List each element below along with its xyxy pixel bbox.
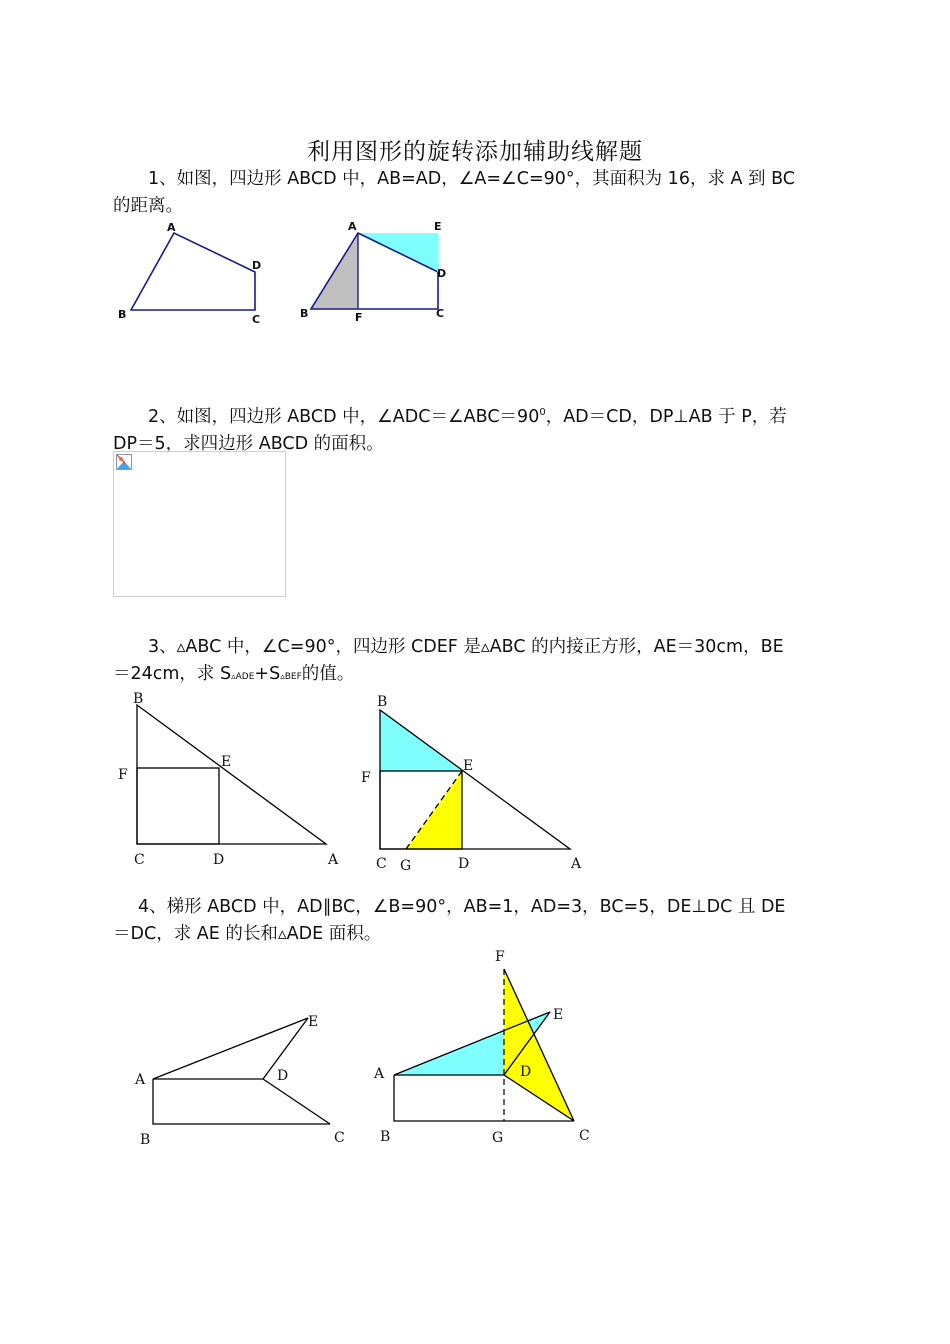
label-g: G [400, 858, 412, 874]
problem-2-line-1 [113, 399, 833, 431]
label-d: D [437, 267, 447, 280]
label-e: E [308, 1014, 319, 1030]
triangle-abc [380, 710, 570, 849]
label-g: G [492, 1130, 504, 1146]
label-c: C [436, 307, 445, 320]
problem-1-line-2: 的距离。 [113, 196, 183, 216]
problem-4-line-1: 4、梯形 ABCD 中，AD∥BC，∠B=90°，AB=1，AD=3，BC=5，DE⊥DC 且 DE [138, 897, 786, 917]
problem-2-line-1-main: 2、如图，四边形 ABCD 中，∠ADC＝∠ABC＝90 [148, 406, 540, 427]
problem-3-line-2-a: ＝24cm，求 S [113, 664, 232, 684]
degree-superscript: 0 [539, 407, 546, 418]
document-title: 利用图形的旋转添加辅助线解题 [307, 139, 643, 165]
problem-1-figure-a [110, 215, 280, 330]
problem-4-line-2: ＝DC，求 AE 的长和▵ADE 面积。 [113, 924, 382, 944]
label-f: F [355, 311, 363, 324]
label-f: F [118, 767, 128, 783]
trapezoid-base [153, 1079, 330, 1124]
label-b: B [380, 1129, 391, 1145]
problem-3-figure-a [110, 685, 350, 870]
label-e: E [434, 220, 442, 233]
label-c: C [252, 313, 261, 326]
problem-1-text [113, 166, 833, 220]
label-d: D [277, 1068, 289, 1084]
missing-figure-placeholder [113, 451, 286, 597]
label-c: C [134, 852, 145, 868]
label-e: E [553, 1007, 564, 1023]
problem-3-line-1: 3、▵ABC 中，∠C=90°，四边形 CDEF 是▵ABC 的内接正方形，AE＝30cm，BE [148, 637, 784, 657]
problem-3-figure-b [355, 685, 595, 875]
broken-image-icon [116, 454, 132, 470]
label-b: B [133, 691, 144, 707]
problem-3-text [113, 634, 833, 691]
label-b: B [377, 694, 388, 710]
label-e: E [221, 754, 232, 770]
problem-4-figure-b [360, 940, 610, 1150]
problem-2-line-1-tail: ，AD＝CD，DP⊥AB 于 P，若 [545, 406, 787, 427]
label-b: B [118, 308, 127, 321]
segment-dc [263, 1079, 330, 1124]
square-cdef [137, 768, 219, 844]
subscript-bef: ▵BEF [280, 672, 302, 682]
quadrilateral-abcd [131, 233, 255, 310]
label-c: C [579, 1128, 590, 1144]
subscript-ade: ▵ADE [231, 672, 255, 682]
problem-3-line-2-b: +S [254, 664, 281, 684]
label-d: D [213, 852, 225, 868]
label-a: A [348, 220, 357, 233]
label-d: D [458, 856, 470, 872]
label-a: A [571, 856, 582, 872]
problem-4-figure-a [120, 1000, 360, 1160]
label-d: D [252, 259, 262, 272]
label-a: A [374, 1066, 385, 1082]
label-b: B [300, 307, 309, 320]
problem-1-figure-b [295, 215, 465, 330]
label-c: C [376, 856, 387, 872]
label-a: A [328, 852, 339, 868]
label-f: F [495, 949, 505, 965]
label-f: F [361, 770, 371, 786]
problem-2-text [113, 399, 833, 458]
label-e: E [463, 758, 474, 774]
label-b: B [140, 1132, 151, 1148]
problem-3-line-2-c: 的值。 [301, 664, 355, 684]
label-a: A [167, 221, 176, 234]
problem-1-line-1: 1、如图，四边形 ABCD 中，AB=AD，∠A=∠C=90°，其面积为 16，求 A 到 BC [148, 169, 796, 189]
triangle-abc [137, 705, 326, 844]
label-a: A [135, 1072, 146, 1088]
label-c: C [334, 1130, 345, 1146]
problem-2-line-2: DP＝5，求四边形 ABCD 的面积。 [113, 433, 384, 454]
label-d: D [520, 1064, 532, 1080]
